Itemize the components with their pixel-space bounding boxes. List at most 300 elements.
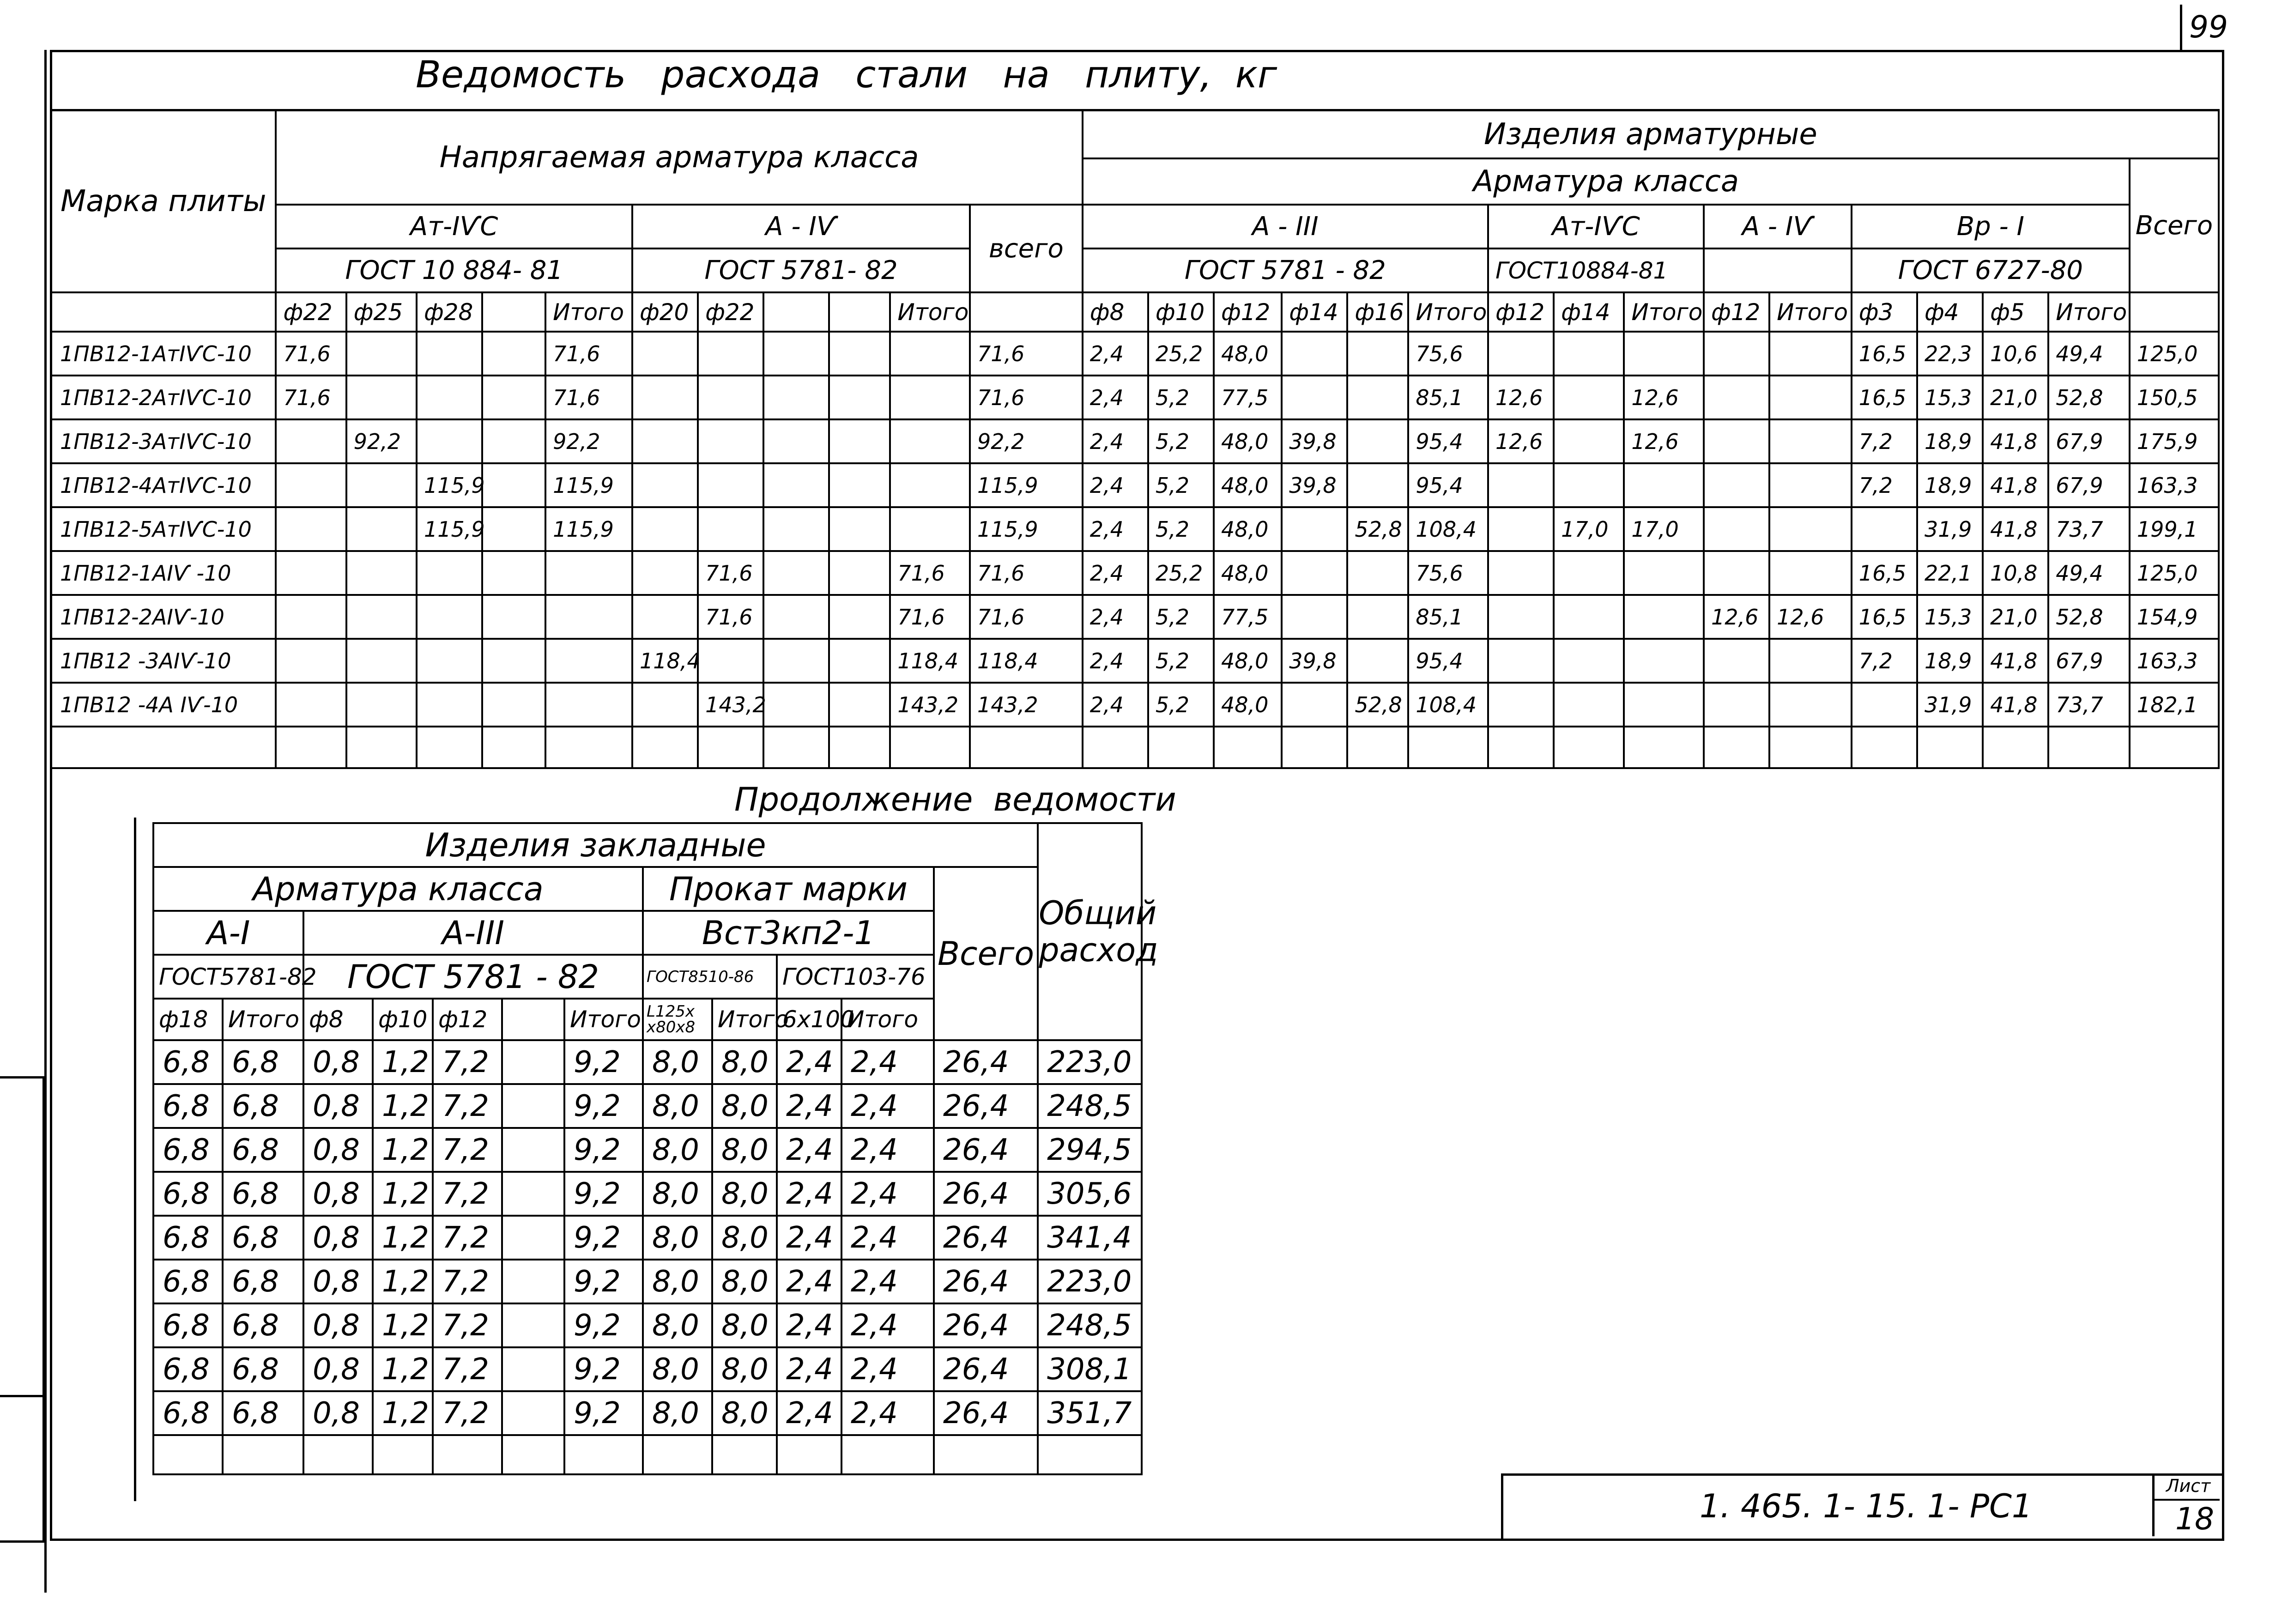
subheader-cell: ф12	[1704, 292, 1769, 332]
table-cell: 163,3	[2130, 639, 2219, 683]
subheader-cell: ф12	[1488, 292, 1554, 332]
armatura-klassa-header: Арматура класса	[153, 867, 643, 911]
table-cell	[632, 683, 698, 727]
gost-header: ГОСТ8510-86	[643, 955, 777, 999]
table-cell: 5,2	[1148, 683, 1214, 727]
table-cell	[1852, 727, 1917, 768]
table-cell	[1554, 463, 1624, 507]
table-cell	[417, 376, 482, 419]
izdeliya-zakladnye-header: Изделия закладные	[153, 823, 1038, 867]
table-cell: 118,4	[970, 639, 1083, 683]
subheader-cell: ф4	[1917, 292, 1983, 332]
class-a4-b-header: А - ІѴ	[1704, 205, 1852, 248]
table-cell	[763, 595, 829, 639]
table-cell: 2,4	[841, 1347, 934, 1391]
subheader-cell: Итого	[841, 999, 934, 1040]
table-cell	[545, 551, 632, 595]
table-cell: 115,9	[970, 507, 1083, 551]
table-cell	[482, 551, 545, 595]
table-cell: 2,4	[841, 1216, 934, 1260]
table-cell	[482, 683, 545, 727]
table-cell: 77,5	[1214, 595, 1282, 639]
plate-mark-cell: 1ПВ12-5АтІѴС-10	[51, 507, 276, 551]
table-cell: 6,8	[223, 1216, 303, 1260]
table-cell: 2,4	[1083, 419, 1148, 463]
class-a4-header: А - ІѴ	[632, 205, 970, 248]
table-cell: 12,6	[1624, 376, 1704, 419]
table-cell: 125,0	[2130, 551, 2219, 595]
table-cell	[1347, 419, 1408, 463]
table-cell: 175,9	[2130, 419, 2219, 463]
table-cell	[545, 595, 632, 639]
table-cell	[1347, 595, 1408, 639]
table-row	[153, 1172, 1142, 1216]
table-cell: 115,9	[417, 507, 482, 551]
table-cell	[1624, 595, 1704, 639]
table-cell	[1983, 727, 2048, 768]
table-cell: 71,6	[970, 551, 1083, 595]
table-cell	[417, 595, 482, 639]
table-cell: 5,2	[1148, 376, 1214, 419]
vsego-header: всего	[970, 205, 1083, 292]
table-cell: 2,4	[1083, 376, 1148, 419]
table-cell: 8,0	[643, 1303, 712, 1347]
table-cell: 7,2	[433, 1172, 502, 1216]
table-cell	[1769, 639, 1852, 683]
table-cell	[1038, 1435, 1142, 1474]
table-row	[153, 1084, 1142, 1128]
table-cell: 7,2	[433, 1084, 502, 1128]
table-cell	[417, 727, 482, 768]
table-cell	[763, 376, 829, 419]
table-cell: 163,3	[2130, 463, 2219, 507]
table-row	[51, 683, 2219, 727]
table-cell	[1704, 376, 1769, 419]
gost-header: ГОСТ 10 884- 81	[276, 248, 632, 292]
table-cell: 16,5	[1852, 332, 1917, 376]
plate-mark-cell: 1ПВ12-2АІѴ-10	[51, 595, 276, 639]
table-row	[51, 463, 2219, 507]
table-cell	[763, 683, 829, 727]
table-cell	[1347, 376, 1408, 419]
table-cell: 108,4	[1408, 507, 1488, 551]
table-cell: 52,8	[2048, 595, 2130, 639]
table-cell: 6,8	[153, 1084, 223, 1128]
table-cell: 16,5	[1852, 551, 1917, 595]
table-cell	[632, 332, 698, 376]
list-number: 18	[2175, 1501, 2214, 1537]
table-cell	[1488, 727, 1554, 768]
table-cell	[433, 1435, 502, 1474]
table-cell	[276, 727, 346, 768]
subheader-blank	[2130, 292, 2219, 332]
table-cell: 8,0	[643, 1216, 712, 1260]
table-cell: 2,4	[1083, 683, 1148, 727]
subheader-cell: 6х100	[777, 999, 841, 1040]
table-cell	[502, 1128, 564, 1172]
table-cell	[482, 376, 545, 419]
subheader-cell: ф10	[373, 999, 433, 1040]
table-cell: 75,6	[1408, 551, 1488, 595]
table-cell: 108,4	[1408, 683, 1488, 727]
table-cell	[632, 376, 698, 419]
table-cell: 9,2	[564, 1303, 643, 1347]
table-cell: 8,0	[712, 1040, 777, 1084]
table-cell: 6,8	[153, 1260, 223, 1303]
subheader-cell: ф3	[1852, 292, 1917, 332]
table-cell: 25,2	[1148, 332, 1214, 376]
table-cell	[829, 551, 890, 595]
table-cell	[276, 463, 346, 507]
table-cell	[829, 507, 890, 551]
table-cell	[1852, 507, 1917, 551]
table-cell	[1624, 683, 1704, 727]
table-cell	[223, 1435, 303, 1474]
table-cell	[502, 1260, 564, 1303]
table-cell	[2130, 727, 2219, 768]
table-cell: 52,8	[2048, 376, 2130, 419]
table-cell: 0,8	[303, 1216, 373, 1260]
table-cell	[1852, 683, 1917, 727]
continuation-title: Продолжение ведомости	[734, 781, 1176, 818]
table-cell	[1282, 727, 1347, 768]
table-cell: 73,7	[2048, 507, 2130, 551]
subheader-cell: Итого	[545, 292, 632, 332]
table-cell: 2,4	[1083, 463, 1148, 507]
table-cell: 5,2	[1148, 463, 1214, 507]
class-vst-header: Вст3кп2-1	[643, 911, 934, 955]
table-cell: 8,0	[712, 1128, 777, 1172]
table-cell	[890, 463, 970, 507]
table-cell: 8,0	[712, 1172, 777, 1216]
table-cell: 92,2	[346, 419, 417, 463]
table-cell	[763, 332, 829, 376]
table-cell: 71,6	[276, 376, 346, 419]
table-cell	[632, 551, 698, 595]
table-cell	[51, 727, 276, 768]
subheader-cell: ф14	[1554, 292, 1624, 332]
plate-mark-cell: 1ПВ12-3АтІѴС-10	[51, 419, 276, 463]
table-cell: 341,4	[1038, 1216, 1142, 1260]
table-cell: 8,0	[712, 1347, 777, 1391]
table-cell	[502, 1040, 564, 1084]
table-cell	[763, 551, 829, 595]
table-cell: 48,0	[1214, 463, 1282, 507]
table-cell: 85,1	[1408, 376, 1488, 419]
table-cell: 26,4	[934, 1216, 1038, 1260]
table-cell: 0,8	[303, 1040, 373, 1084]
table-cell: 9,2	[564, 1172, 643, 1216]
table-cell	[482, 419, 545, 463]
table-row	[153, 1260, 1142, 1303]
table-cell	[502, 1216, 564, 1260]
table-cell: 7,2	[433, 1260, 502, 1303]
table-cell: 49,4	[2048, 332, 2130, 376]
subheader-cell	[482, 292, 545, 332]
table-row	[153, 1303, 1142, 1347]
table-cell	[482, 463, 545, 507]
table-cell	[1769, 727, 1852, 768]
subheader-cell: Итого	[1624, 292, 1704, 332]
table-cell: 18,9	[1917, 463, 1983, 507]
gost-header: ГОСТ 5781- 82	[632, 248, 970, 292]
table-cell: 2,4	[1083, 507, 1148, 551]
table-cell	[829, 332, 890, 376]
table-cell: 2,4	[777, 1260, 841, 1303]
napryagaemaya-header: Напрягаемая арматура класса	[276, 110, 1082, 205]
embedded-items-table	[152, 822, 1158, 1475]
table-cell	[632, 595, 698, 639]
table-cell: 2,4	[841, 1303, 934, 1347]
table-cell	[1282, 376, 1347, 419]
table-cell: 0,8	[303, 1347, 373, 1391]
vsego-total-header: Всего	[2130, 158, 2219, 292]
table-cell: 2,4	[841, 1128, 934, 1172]
table-cell: 48,0	[1214, 683, 1282, 727]
table-cell	[502, 1435, 564, 1474]
table-cell	[1554, 551, 1624, 595]
table-cell: 2,4	[777, 1084, 841, 1128]
plate-mark-cell: 1ПВ12-2АтІѴС-10	[51, 376, 276, 419]
table-cell	[346, 332, 417, 376]
table-cell: 7,2	[1852, 639, 1917, 683]
table-cell: 308,1	[1038, 1347, 1142, 1391]
table-cell	[1214, 727, 1282, 768]
class-a1-header: А-І	[153, 911, 303, 955]
table-cell	[841, 1435, 934, 1474]
table-cell: 31,9	[1917, 507, 1983, 551]
table-cell	[829, 463, 890, 507]
table-cell: 2,4	[1083, 595, 1148, 639]
table-cell: 6,8	[153, 1128, 223, 1172]
table-cell: 71,6	[276, 332, 346, 376]
table-cell: 8,0	[643, 1347, 712, 1391]
table-cell: 115,9	[417, 463, 482, 507]
table-cell	[276, 595, 346, 639]
gost-header: ГОСТ 5781 - 82	[1083, 248, 1488, 292]
table-cell: 2,4	[841, 1084, 934, 1128]
table-cell: 8,0	[712, 1216, 777, 1260]
table-cell: 8,0	[643, 1084, 712, 1128]
table-cell	[1282, 551, 1347, 595]
subheader-cell	[829, 292, 890, 332]
table-cell	[482, 507, 545, 551]
table-cell	[346, 463, 417, 507]
table-cell	[1347, 727, 1408, 768]
table-cell: 143,2	[890, 683, 970, 727]
subheader-cell: ф8	[1083, 292, 1148, 332]
table-cell	[502, 1084, 564, 1128]
table-cell	[712, 1435, 777, 1474]
table-cell: 2,4	[777, 1128, 841, 1172]
table-cell	[1769, 463, 1852, 507]
table-cell	[1148, 727, 1214, 768]
table-cell: 0,8	[303, 1084, 373, 1128]
table-cell: 26,4	[934, 1128, 1038, 1172]
table-cell: 9,2	[564, 1040, 643, 1084]
table-cell	[346, 727, 417, 768]
subheader-blank	[970, 292, 1083, 332]
table-cell	[303, 1435, 373, 1474]
table-cell: 1,2	[373, 1040, 433, 1084]
table-cell	[890, 507, 970, 551]
table-cell	[346, 551, 417, 595]
table-cell	[934, 1435, 1038, 1474]
table-cell	[545, 639, 632, 683]
plate-mark-cell: 1ПВ12 -3АІѴ-10	[51, 639, 276, 683]
table-row	[153, 1216, 1142, 1260]
table-cell	[346, 376, 417, 419]
table-cell	[1769, 507, 1852, 551]
subheader-cell: ф22	[276, 292, 346, 332]
table-cell: 48,0	[1214, 419, 1282, 463]
table-cell	[763, 507, 829, 551]
table-cell: 71,6	[545, 332, 632, 376]
table-cell	[346, 639, 417, 683]
table-cell: 21,0	[1983, 376, 2048, 419]
subheader-cell: Итого	[890, 292, 970, 332]
table-cell: 0,8	[303, 1260, 373, 1303]
subheader-cell: Итого	[712, 999, 777, 1040]
table-cell: 1,2	[373, 1216, 433, 1260]
table-cell: 75,6	[1408, 332, 1488, 376]
table-cell: 71,6	[698, 595, 763, 639]
table-cell: 12,6	[1704, 595, 1769, 639]
table-cell	[417, 683, 482, 727]
table-cell: 9,2	[564, 1084, 643, 1128]
table-cell: 2,4	[777, 1391, 841, 1435]
subheader-cell: ф28	[417, 292, 482, 332]
table-cell: 39,8	[1282, 419, 1347, 463]
table-cell: 26,4	[934, 1084, 1038, 1128]
table-row	[51, 595, 2219, 639]
table-cell	[970, 727, 1083, 768]
table-cell: 67,9	[2048, 639, 2130, 683]
subheader-cell: ф25	[346, 292, 417, 332]
table-row	[153, 1347, 1142, 1391]
table-cell: 1,2	[373, 1347, 433, 1391]
table-cell	[1704, 507, 1769, 551]
table-cell: 26,4	[934, 1172, 1038, 1216]
subheader-cell: ф12	[1214, 292, 1282, 332]
table-cell	[1282, 507, 1347, 551]
table-cell	[632, 419, 698, 463]
table-cell	[482, 595, 545, 639]
table-cell: 6,8	[223, 1347, 303, 1391]
table-cell: 6,8	[153, 1216, 223, 1260]
table-cell	[502, 1303, 564, 1347]
table-cell	[698, 507, 763, 551]
table-cell	[1704, 551, 1769, 595]
table-cell: 351,7	[1038, 1391, 1142, 1435]
table-cell: 6,8	[153, 1347, 223, 1391]
table-cell: 12,6	[1769, 595, 1852, 639]
table-row	[51, 376, 2219, 419]
gost-header: ГОСТ103-76	[777, 955, 934, 999]
table-cell	[276, 683, 346, 727]
title-block-divider	[2152, 1473, 2155, 1536]
table-cell	[763, 463, 829, 507]
table-cell: 8,0	[712, 1260, 777, 1303]
table-cell: 67,9	[2048, 463, 2130, 507]
table-cell: 0,8	[303, 1303, 373, 1347]
table-cell: 12,6	[1624, 419, 1704, 463]
table-cell: 8,0	[712, 1084, 777, 1128]
table-cell	[276, 507, 346, 551]
table-cell: 7,2	[433, 1128, 502, 1172]
table-cell: 6,8	[223, 1172, 303, 1216]
second-table-left-bracket	[134, 818, 136, 1501]
table-cell: 2,4	[777, 1303, 841, 1347]
table-cell: 5,2	[1148, 595, 1214, 639]
table-cell: 48,0	[1214, 332, 1282, 376]
table-row	[51, 419, 2219, 463]
table-cell: 143,2	[970, 683, 1083, 727]
table-cell: 8,0	[643, 1260, 712, 1303]
table-cell: 18,9	[1917, 639, 1983, 683]
plate-mark-cell: 1ПВ12-1АтІѴС-10	[51, 332, 276, 376]
table-cell	[1347, 332, 1408, 376]
table-cell: 223,0	[1038, 1040, 1142, 1084]
prokat-marki-header: Прокат марки	[643, 867, 934, 911]
table-cell	[2048, 727, 2130, 768]
table-cell: 16,5	[1852, 595, 1917, 639]
table-cell: 7,2	[1852, 463, 1917, 507]
table-cell: 2,4	[1083, 639, 1148, 683]
table-cell: 118,4	[632, 639, 698, 683]
table-cell: 12,6	[1488, 419, 1554, 463]
table-cell: 21,0	[1983, 595, 2048, 639]
table-cell	[482, 727, 545, 768]
table-cell: 2,4	[777, 1347, 841, 1391]
table-cell	[1769, 332, 1852, 376]
table-cell	[1554, 683, 1624, 727]
table-cell	[829, 419, 890, 463]
table-cell: 26,4	[934, 1303, 1038, 1347]
subheader-cell: ф16	[1347, 292, 1408, 332]
table-cell	[1554, 639, 1624, 683]
table-cell: 1,2	[373, 1128, 433, 1172]
subheader-cell: ф18	[153, 999, 223, 1040]
table-cell	[1488, 639, 1554, 683]
table-cell	[698, 727, 763, 768]
table-cell: 2,4	[841, 1260, 934, 1303]
table-cell: 118,4	[890, 639, 970, 683]
table-cell: 7,2	[433, 1391, 502, 1435]
table-cell	[276, 419, 346, 463]
table-cell: 95,4	[1408, 419, 1488, 463]
table-cell	[1347, 463, 1408, 507]
subheader-cell: ф10	[1148, 292, 1214, 332]
table-cell	[1704, 639, 1769, 683]
subheader-cell: ф20	[632, 292, 698, 332]
table-cell: 39,8	[1282, 639, 1347, 683]
table-cell	[698, 332, 763, 376]
table-cell	[545, 683, 632, 727]
table-cell: 17,0	[1624, 507, 1704, 551]
table-cell	[763, 727, 829, 768]
table-cell: 48,0	[1214, 639, 1282, 683]
table-cell	[1769, 683, 1852, 727]
table-cell: 223,0	[1038, 1260, 1142, 1303]
table-cell: 22,3	[1917, 332, 1983, 376]
table-cell	[502, 1391, 564, 1435]
table-row-empty	[51, 727, 2219, 768]
table-cell: 71,6	[890, 595, 970, 639]
table-cell: 6,8	[153, 1040, 223, 1084]
table-cell	[346, 595, 417, 639]
table-cell: 92,2	[970, 419, 1083, 463]
